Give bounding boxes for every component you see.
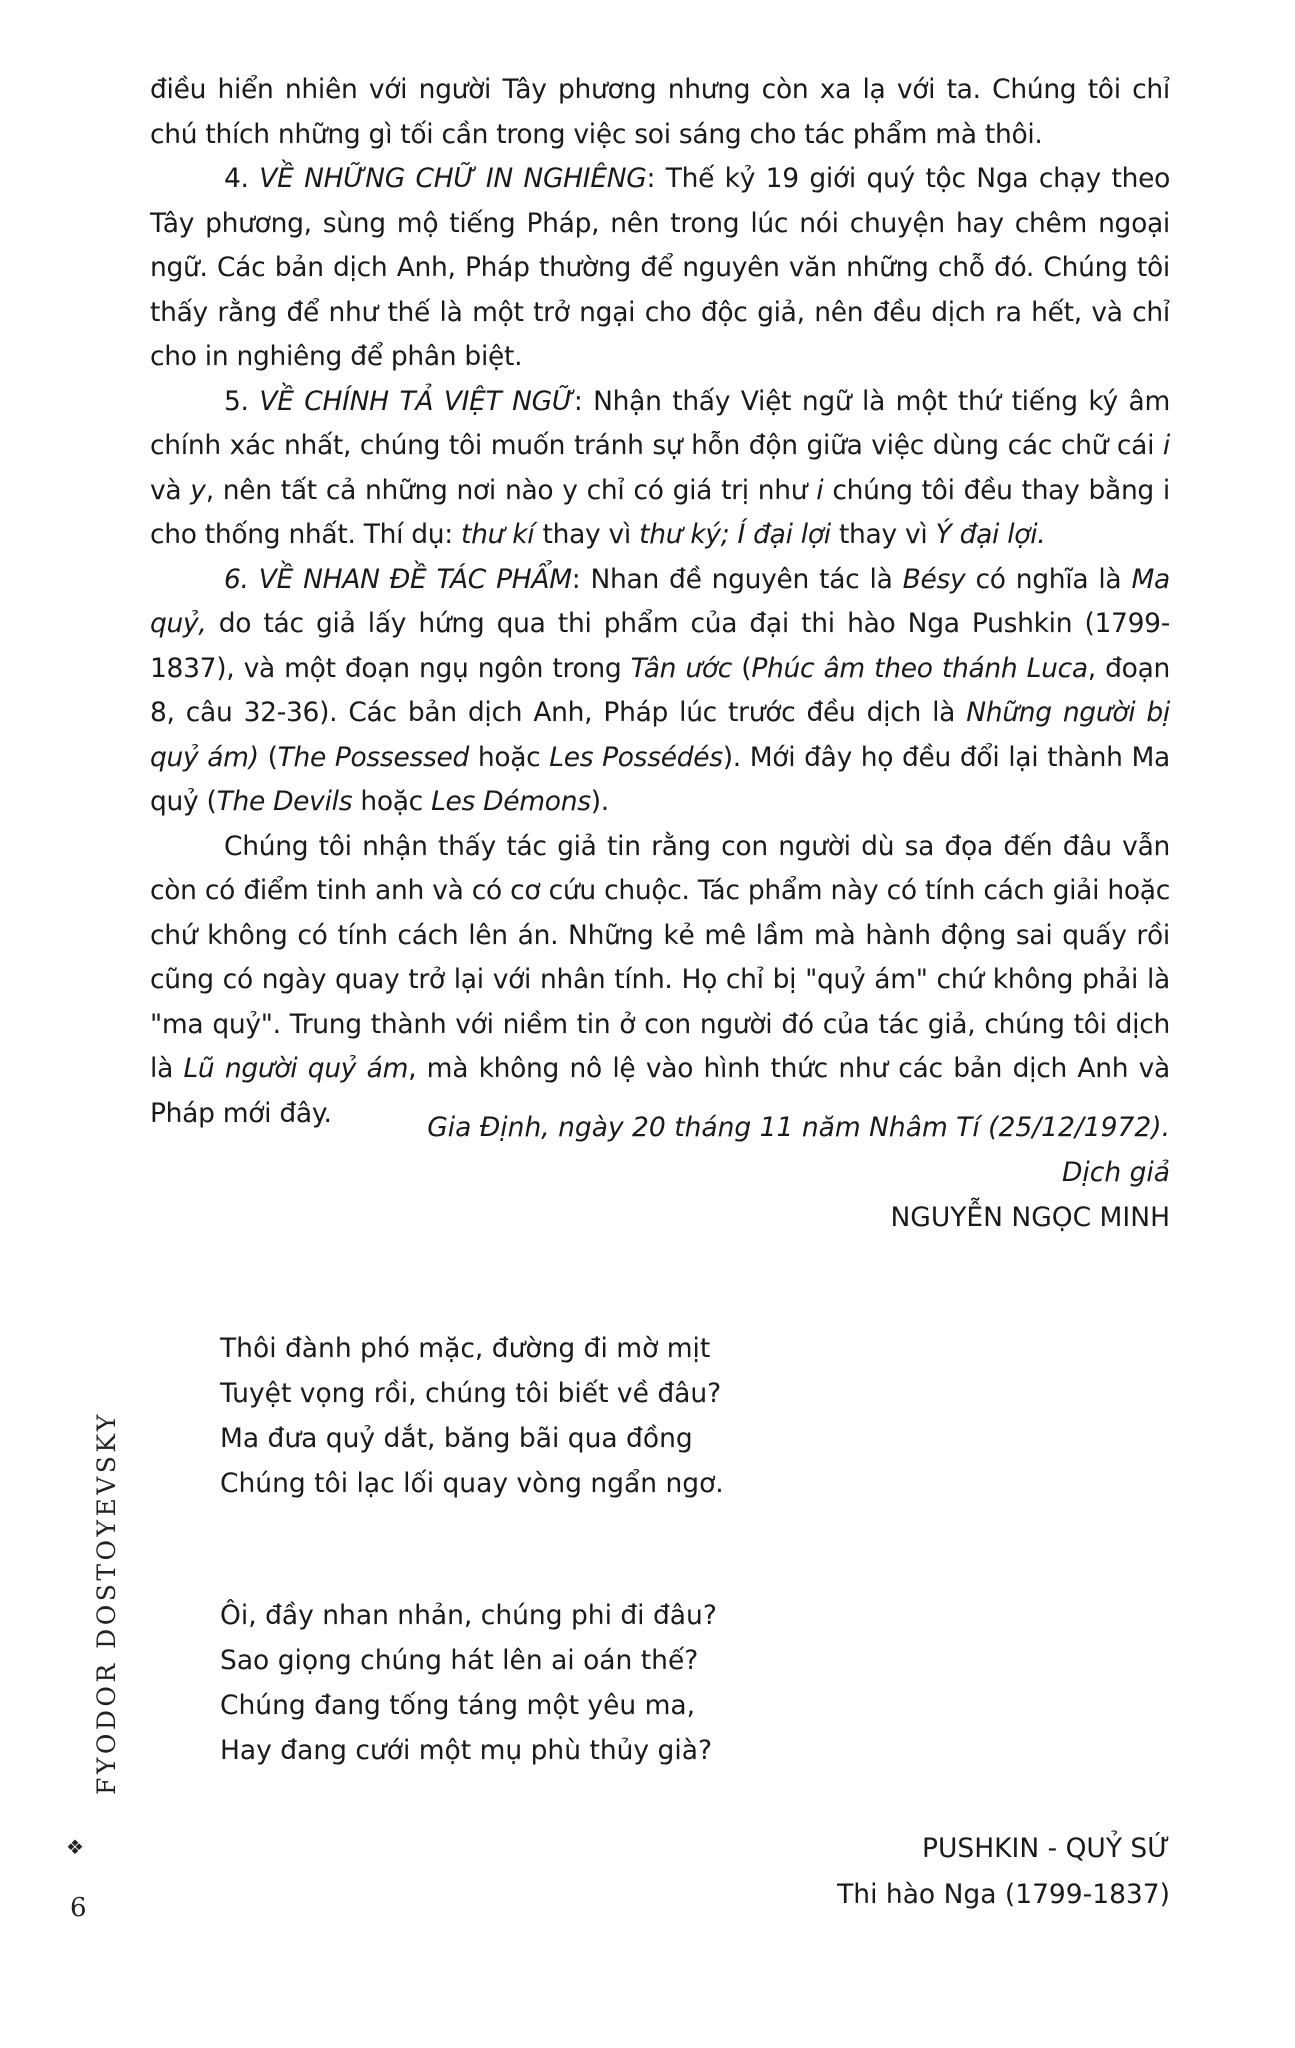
poem-line: Tuyệt vọng rồi, chúng tôi biết về đâu? xyxy=(220,1378,722,1409)
poem-stanza-1 xyxy=(220,1326,724,1506)
poem-line: Hay đang cưới một mụ phù thủy già? xyxy=(220,1735,713,1766)
signature-name: NGUYỄN NGỌC MINH xyxy=(890,1202,1170,1233)
poem-stanza-2 xyxy=(220,1593,717,1773)
poem-attribution xyxy=(150,1826,1170,1918)
poem-line: Ôi, đầy nhan nhản, chúng phi đi đâu? xyxy=(220,1600,717,1631)
paragraph-translator-view: Chúng tôi nhận thấy tác giả tin rằng con người dù sa đọa đến đâu vẫn còn có điểm tinh anh và có cơ cứu chuộc. Tác phẩm này có tính cách giải hoặc chứ không có tính cách lên án. Những kẻ mê lầm mà hành động sai quấy rồi cũng có ngày quay trở lại với nhân tính. Họ chỉ bị "quỷ ám" chứ không phải là "ma quỷ". Trung thành với niềm tin ở con người đó của tác giả, chúng tôi dịch là Lũ người quỷ ám, mà không nô lệ vào hình thức như các bản dịch Anh và Pháp mới đây. xyxy=(150,830,1170,1129)
signature-place-date: Gia Định, ngày 20 tháng 11 năm Nhâm Tí (25/12/1972). xyxy=(427,1112,1170,1143)
poem-line: Thôi đành phó mặc, đường đi mờ mịt xyxy=(220,1333,711,1364)
paragraph-continued: điều hiển nhiên với người Tây phương nhưng còn xa lạ với ta. Chúng tôi chỉ chú thích những gì tối cần trong việc soi sáng cho tác phẩm mà thôi. xyxy=(150,74,1170,150)
translator-signature xyxy=(150,1105,1170,1240)
paragraph-title-note: 6. VỀ NHAN ĐỀ TÁC PHẨM: Nhan đề nguyên tác là Bésy có nghĩa là Ma quỷ, do tác giả lấy hứng qua thi phẩm của đại thi hào Nga Pushkin (1799-1837), và một đoạn ngụ ngôn trong Tân ước (Phúc âm theo thánh Luca, đoạn 8, câu 32-36). Các bản dịch Anh, Pháp lúc trước đều dịch là Những người bị quỷ ám) (The Possessed hoặc Les Possédés). Mới đây họ đều đổi lại thành Ma quỷ (The Devils hoặc Les Démons). xyxy=(150,563,1171,817)
attribution-source: PUSHKIN - QUỶ SỨ xyxy=(922,1833,1170,1864)
paragraph-orthography-note: 5. VỀ CHÍNH TẢ VIỆT NGỮ: Nhận thấy Việt ngữ là một thứ tiếng ký âm chính xác nhất, chúng tôi muốn tránh sự hỗn độn giữa việc dùng các chữ cái i và y, nên tất cả những nơi nào y chỉ có giá trị như i chúng tôi đều thay bằng i cho thống nhất. Thí dụ: thư kí thay vì thư ký; Í đại lợi thay vì Ý đại lợi. xyxy=(150,385,1171,550)
poem-line: Sao giọng chúng hát lên ai oán thế? xyxy=(220,1645,699,1676)
poem-line: Chúng đang tống táng một yêu ma, xyxy=(220,1690,696,1721)
signature-role: Dịch giả xyxy=(1062,1157,1170,1188)
attribution-desc: Thi hào Nga (1799-1837) xyxy=(837,1879,1170,1910)
ornament-icon: ❖ xyxy=(66,1835,84,1859)
body-text xyxy=(150,68,1170,1136)
poem-line: Ma đưa quỷ dắt, băng bãi qua đồng xyxy=(220,1423,693,1454)
page-number: 6 xyxy=(70,1893,87,1923)
section-heading: VỀ NHỮNG CHỮ IN NGHIÊNG xyxy=(259,163,647,194)
paragraph-italics-note: 4. VỀ NHỮNG CHỮ IN NGHIÊNG: Thế kỷ 19 giới quý tộc Nga chạy theo Tây phương, sùng mộ tiếng Pháp, nên trong lúc nói chuyện hay chêm ngoại ngữ. Các bản dịch Anh, Pháp thường để nguyên văn những chỗ đó. Chúng tôi thấy rằng để như thế là một trở ngại cho độc giả, nên đều dịch ra hết, và chỉ cho in nghiêng để phân biệt. xyxy=(150,163,1171,372)
poem-line: Chúng tôi lạc lối quay vòng ngẩn ngơ. xyxy=(220,1468,724,1499)
running-head-author: FYODOR DOSTOYEVSKY xyxy=(92,1411,121,1795)
section-heading: 6. VỀ NHAN ĐỀ TÁC PHẨM xyxy=(224,563,572,595)
section-heading: VỀ CHÍNH TẢ VIỆT NGỮ xyxy=(259,385,574,417)
